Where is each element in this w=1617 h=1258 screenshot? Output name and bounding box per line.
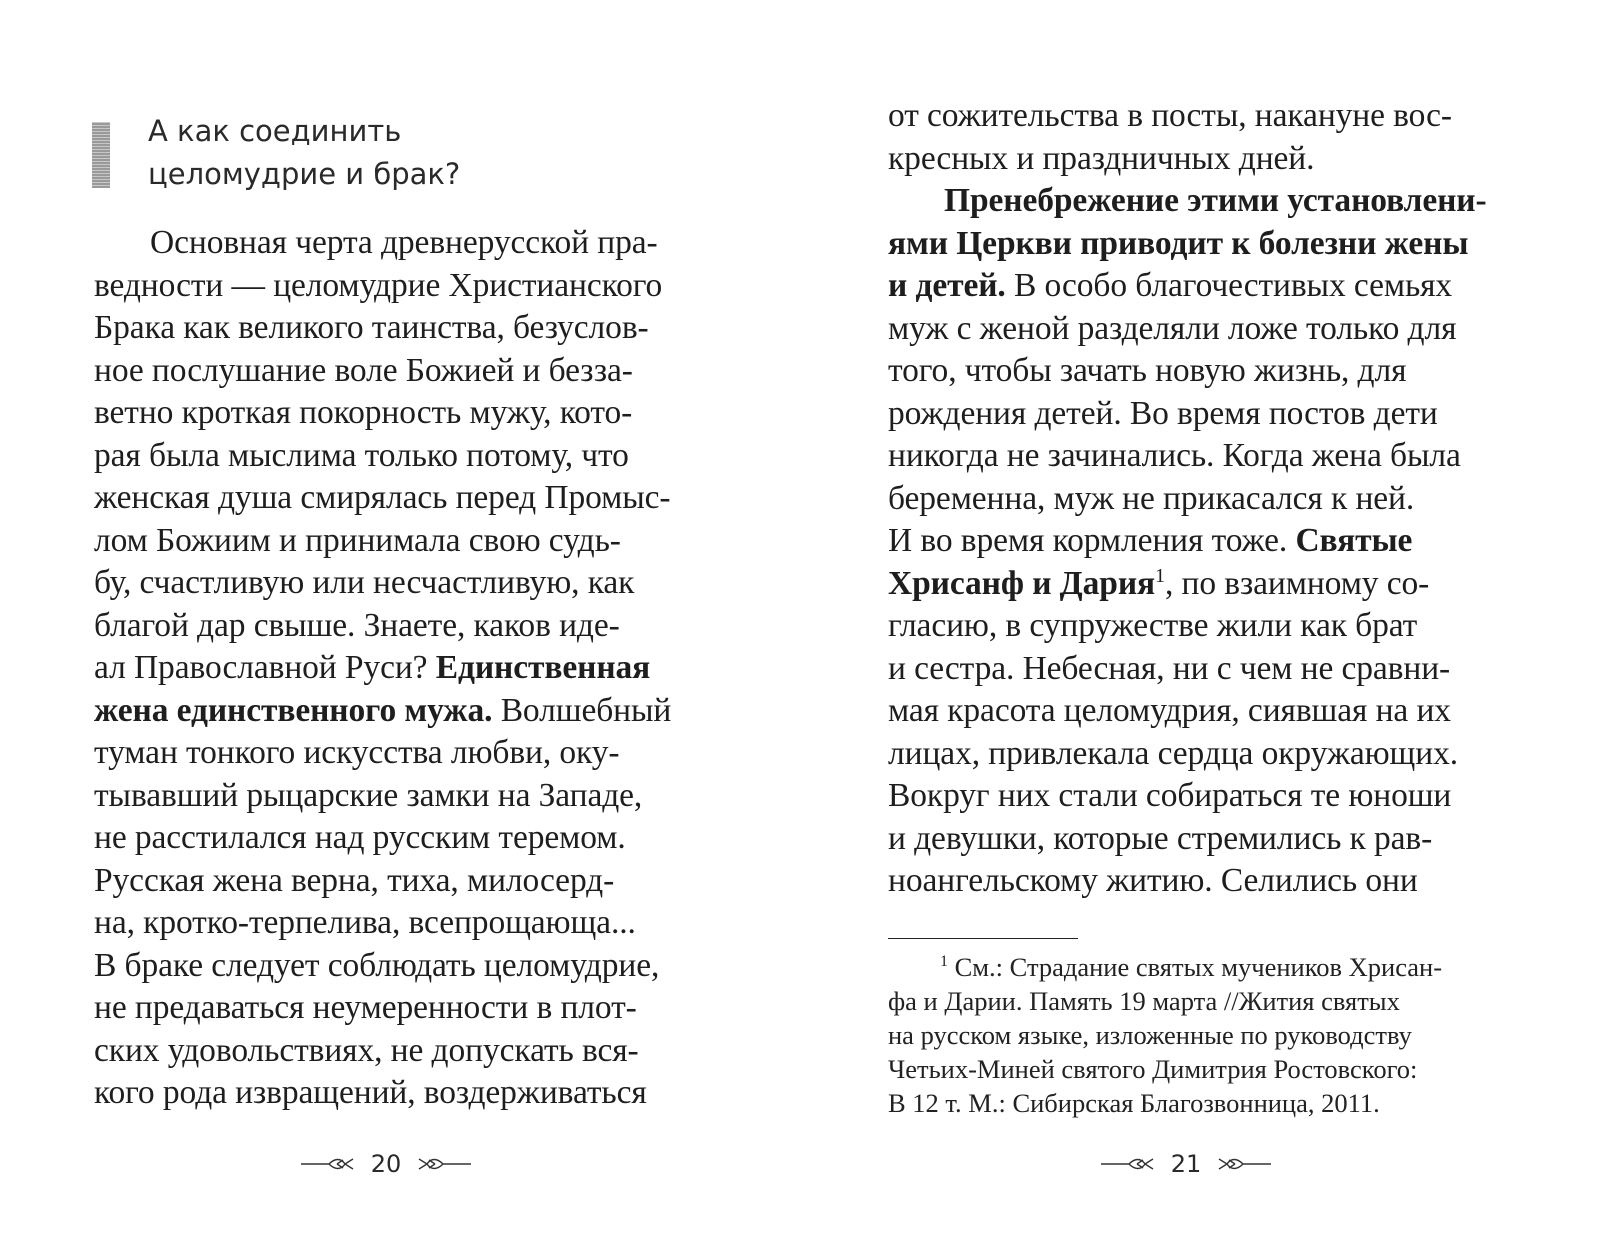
text-line: женская душа смирялась перед Промыс- — [94, 479, 671, 516]
text-line: В браке следует соблюдать целомудрие, — [94, 946, 660, 984]
heading-line-2: целомудрие и брак? — [148, 157, 461, 191]
flourish-right-icon — [415, 1156, 473, 1172]
text-line: благой дар свыше. Знаете, каков иде- — [94, 606, 620, 644]
text-line — [94, 690, 694, 733]
text-run: И во время кормления тоже. — [888, 522, 1296, 559]
footnote-line: фа и Дарии. Память 19 марта //Жития святых — [888, 986, 1400, 1016]
text-line: ное послушание воле Божией и безза- — [94, 351, 633, 389]
text-line: туман тонкого искусства любви, оку- — [94, 734, 620, 771]
right-body-text — [888, 95, 1488, 903]
section-heading — [92, 110, 460, 196]
flourish-right-icon — [1215, 1156, 1273, 1172]
text-line: мая красота целомудрия, сиявшая на их — [888, 692, 1451, 729]
text-line: Основная черта древнерусской пра- — [150, 224, 658, 261]
left-body-text — [94, 222, 694, 1115]
text-line — [888, 180, 1488, 223]
footnote-line: на русском языке, изложенные по руководству — [888, 1020, 1412, 1050]
text-line — [888, 265, 1488, 308]
page-number-right — [1086, 1146, 1286, 1182]
text-space — [492, 692, 500, 729]
text-run: , по взаимному со- — [1165, 564, 1430, 602]
footnote-line: В 12 т. М.: Сибирская Благозвонница, 2011. — [888, 1088, 1380, 1118]
text-line: рая была мыслима только потому, что — [94, 436, 629, 474]
text-line: кресных и праздничных дней. — [888, 139, 1315, 177]
heading-text — [148, 110, 460, 196]
text-line: лом Божиим и принимала свою судь- — [94, 521, 621, 559]
text-run: ал Православной Руси? — [94, 649, 428, 686]
heading-marker-bar — [92, 122, 110, 188]
text-line — [888, 563, 1488, 606]
text-line — [888, 520, 1488, 563]
text-line: ских удовольствиях, не допускать вся- — [94, 1031, 639, 1069]
text-line: не расстилался над русским теремом. — [94, 819, 626, 856]
bold-text-run: и детей. — [888, 267, 1006, 304]
footnote-line: Четьих-Миней святого Димитрия Ростовского: — [888, 1054, 1418, 1084]
text-line: бу, счастливую или несчастливую, как — [94, 564, 635, 601]
text-line: того, чтобы зачать новую жизнь, для — [888, 352, 1407, 389]
footnote-text: См.: Страдание святых мучеников Хрисан- — [947, 952, 1443, 982]
flourish-left-icon — [299, 1156, 357, 1172]
footnote — [888, 950, 1488, 1120]
text-line: лицах, привлекала сердца окружающих. — [888, 734, 1459, 772]
bold-text-run: ями Церкви приводит к болезни жены — [888, 224, 1469, 262]
page-number: 21 — [1170, 1150, 1202, 1178]
text-line: кого рода извращений, воздерживаться — [94, 1074, 647, 1111]
footnote-line — [888, 950, 1488, 984]
text-line: муж с женой разделяли ложе только для — [888, 309, 1457, 347]
text-line: рождения детей. Во время постов дети — [888, 394, 1438, 432]
text-line: ноангельскому житию. Селились они — [888, 862, 1418, 899]
footnote-divider — [888, 938, 1078, 939]
flourish-left-icon — [1099, 1156, 1157, 1172]
text-line: ветно кроткая покорность мужу, кото- — [94, 394, 633, 431]
bold-text-run: Хрисанф и Дария — [888, 564, 1156, 602]
text-line: на, кротко-терпелива, всепрощающа... — [94, 904, 636, 941]
text-line: не предаваться неумеренности в плот- — [94, 989, 637, 1026]
text-line: никогда не зачинались. Когда жена была — [888, 437, 1461, 474]
page-number-left — [286, 1146, 486, 1182]
footnote-number: 1 — [940, 953, 948, 971]
text-line: Вокруг них стали собираться те юноши — [888, 777, 1452, 814]
text-line: Брака как великого таинства, безуслов- — [94, 309, 649, 346]
bold-text-run: Святые — [1295, 522, 1413, 559]
text-line — [94, 647, 694, 690]
text-run: В особо благочестивых семьях — [1005, 267, 1453, 304]
footnote-marker: 1 — [1155, 564, 1165, 587]
text-line: и девушки, которые стремились к рав- — [888, 819, 1433, 857]
right-page — [808, 0, 1617, 1258]
page-number: 20 — [370, 1150, 402, 1178]
bold-text-run: жена единственного мужа. — [94, 691, 493, 729]
bold-text-run: Единственная — [435, 649, 651, 686]
text-run: Волшебный — [500, 691, 672, 729]
text-line: Русская жена верна, тиха, милосерд- — [94, 861, 615, 899]
text-line: от сожительства в посты, накануне вос- — [888, 97, 1452, 134]
text-line — [888, 223, 1488, 266]
text-line: тывавший рыцарские замки на Западе, — [94, 776, 643, 814]
heading-line-1: А как соединить — [148, 114, 402, 148]
text-line: беременна, муж не прикасался к ней. — [888, 479, 1415, 517]
left-page — [0, 0, 808, 1258]
text-line: ведности — целомудрие Христианского — [94, 266, 663, 304]
text-line: и сестра. Небесная, ни с чем не сравни- — [888, 649, 1451, 687]
text-line: гласию, в супружестве жили как брат — [888, 607, 1418, 644]
bold-text-run: Пренебрежение этими установлени- — [944, 182, 1487, 219]
text-space — [427, 649, 435, 686]
